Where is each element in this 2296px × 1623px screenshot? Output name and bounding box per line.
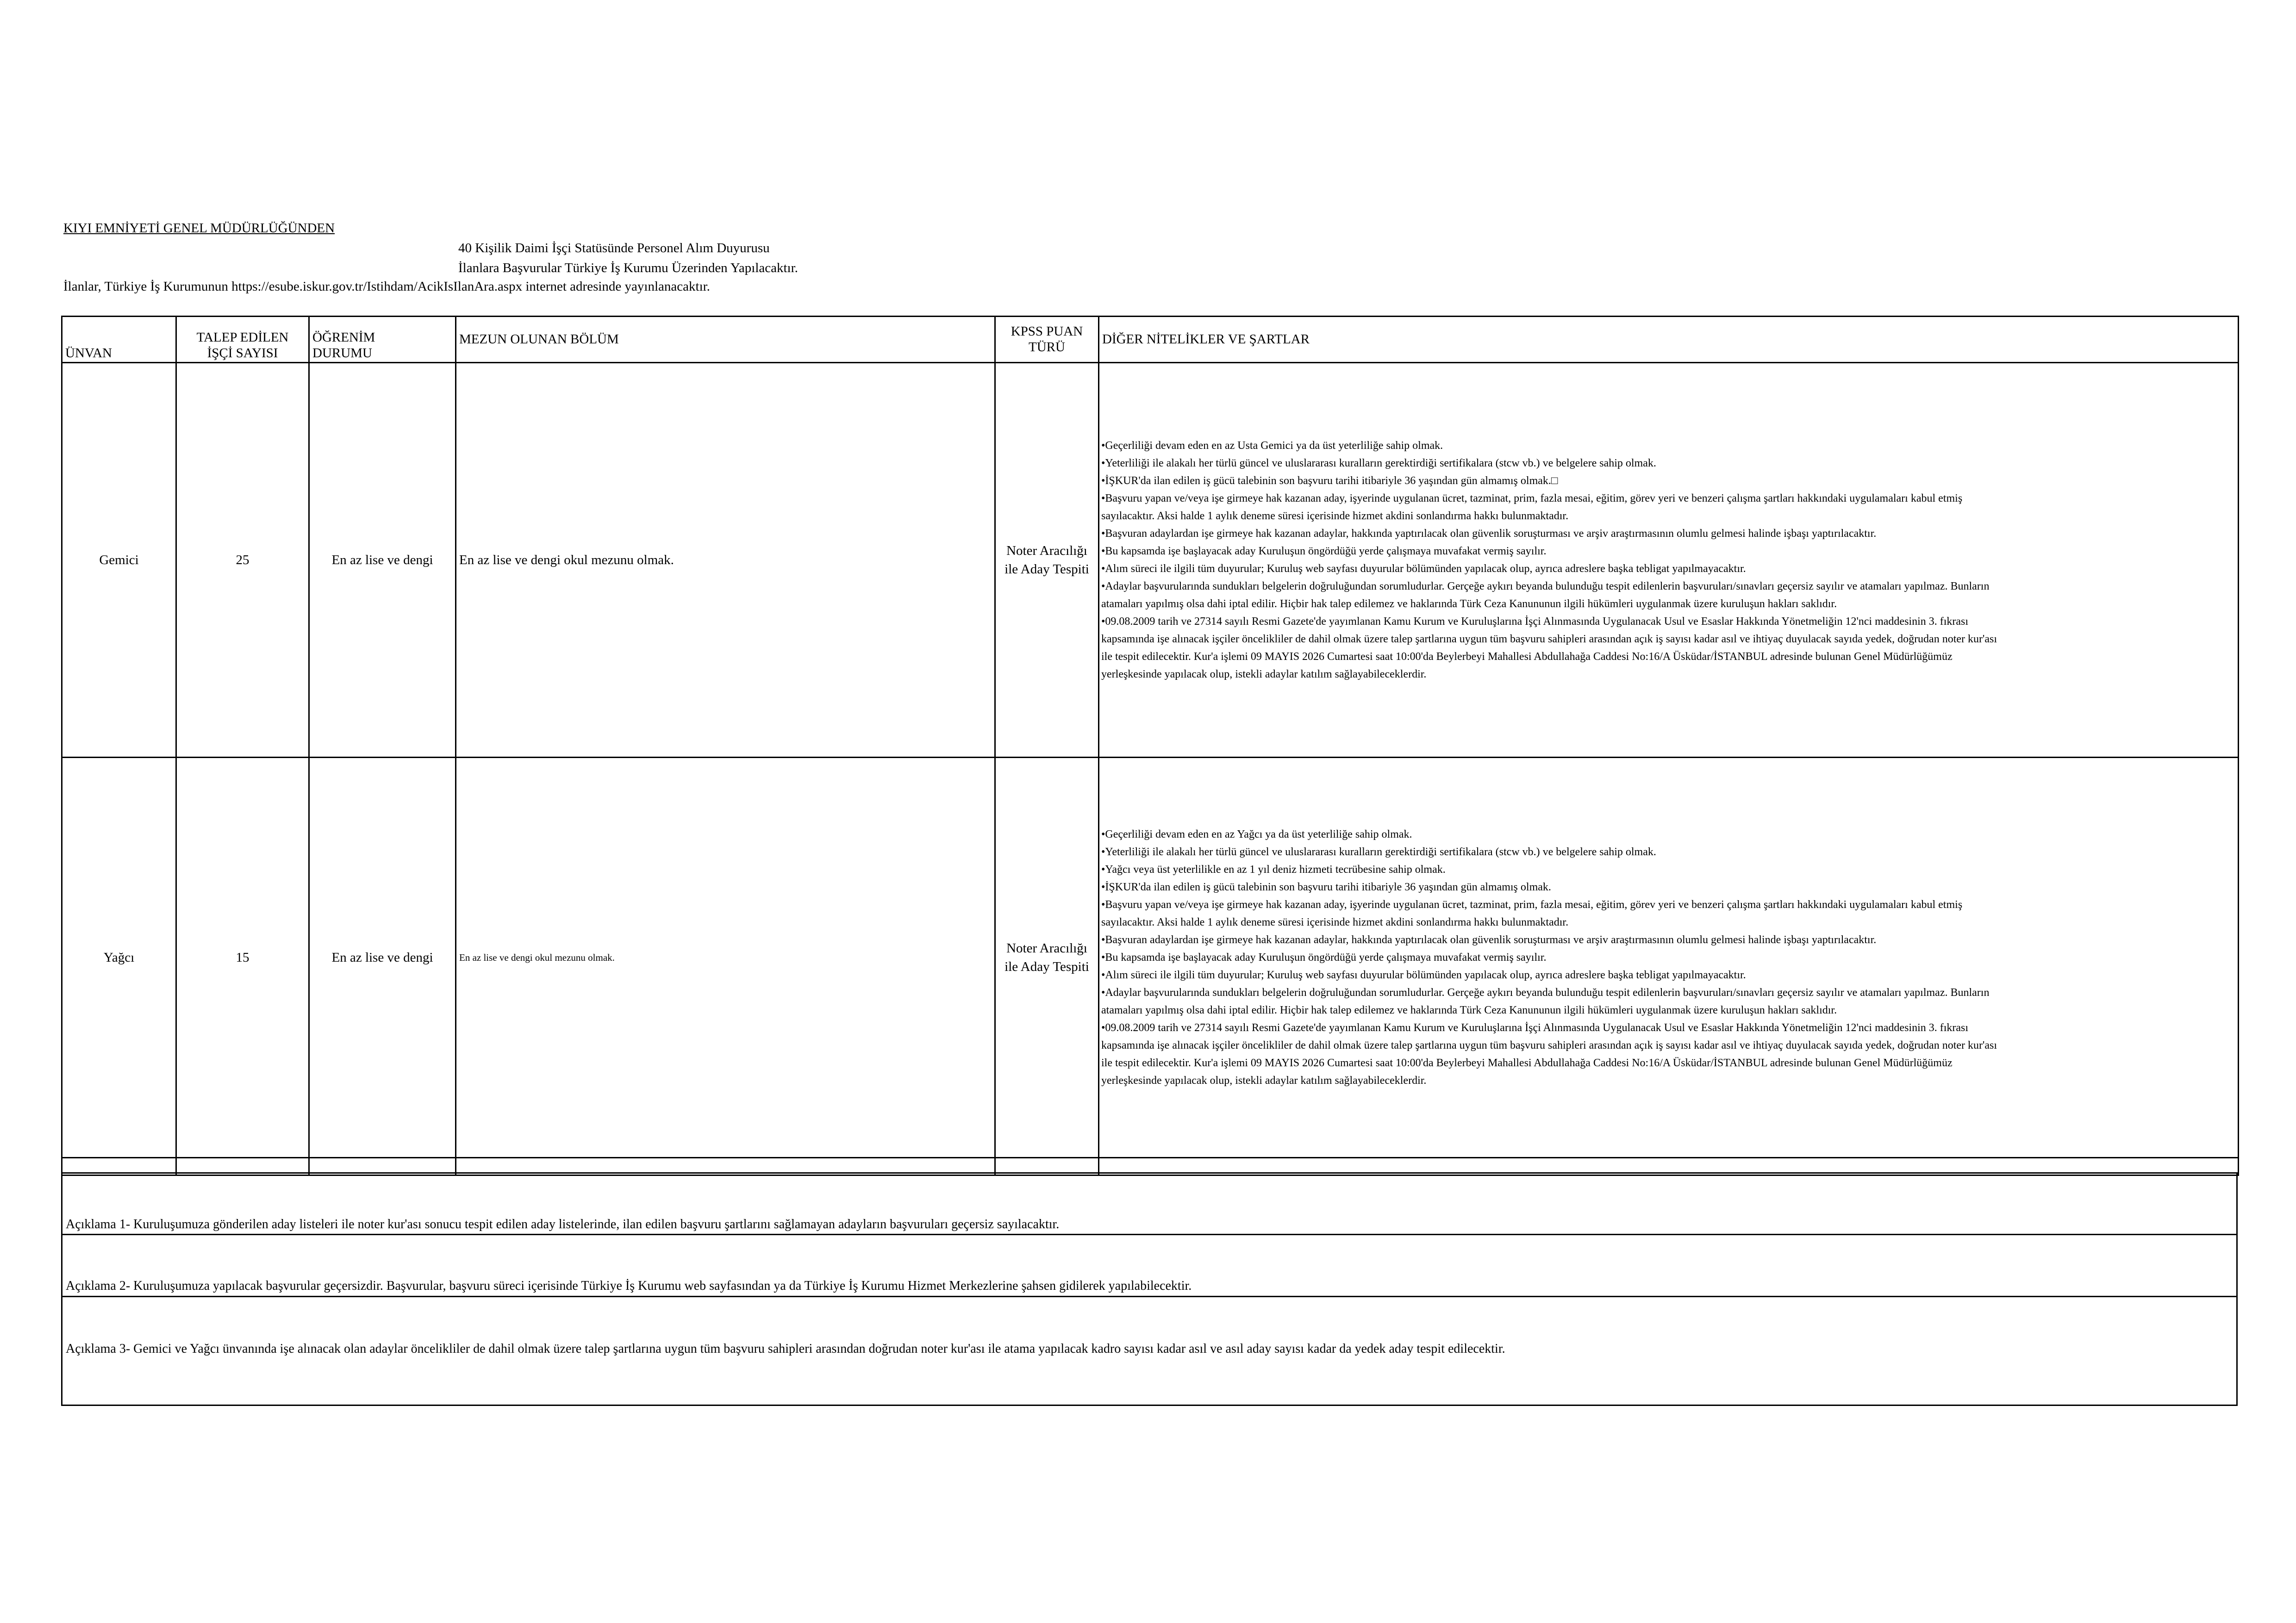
note-3-text: Açıklama 3- Gemici ve Yağcı ünvanında işe alınacak olan adaylar öncelikliler de dahil olmak üzere talep şartlarına uygun tüm başvuru sahipleri arasından doğrudan noter kur'ası ile atama yapılacak kadro sayısı kadar asıl ve asıl aday sayısı kadar da yedek aday tespit edilecektir.	[66, 1342, 1505, 1356]
col-header-diger-label: DİĞER NİTELİKLER VE ŞARTLAR	[1102, 331, 1310, 347]
note-1-text: Açıklama 1- Kuruluşumuza gönderilen aday listeleri ile noter kur'ası sonucu tespit edilen aday listelerinde, ilan edilen başvuru şartlarını sağlamayan adayların başvuruları geçersiz sayılacaktır.	[66, 1217, 1060, 1231]
row-requirements	[1099, 758, 2239, 1158]
requirement-line: kapsamında işe alınacak işçiler öncelikliler de dahil olmak üzere talep şartlarına uygun tüm başvuru sahipleri arasından açık iş sayısı kadar asıl ve ihtiyaç duyulacak sayıda yedek, doğrudan noter kur'ası	[1101, 1039, 1997, 1051]
requirement-line: •Adaylar başvurularında sundukları belgelerin doğruluğundan sorumludurlar. Gerçeğe aykırı beyanda bulunduğu tespit edilenlerin başvuruları/sınavları geçersiz sayılır ve atamaları yapılmaz. Bunların	[1101, 580, 1990, 592]
requirement-line: •09.08.2009 tarih ve 27314 sayılı Resmi Gazete'de yayımlanan Kamu Kurum ve Kuruluşlarına İşçi Alınmasında Uygulanacak Usul ve Esaslar Hakkında Yönetmeliğin 12'nci maddesinin 3. fıkrası	[1101, 1022, 1969, 1034]
row-kpss	[995, 363, 1099, 758]
requirement-line: •Başvuran adaylardan işe girmeye hak kazanan adaylar, hakkında yaptırılacak olan güvenlik soruşturması ve arşiv araştırmasının olumlu gelmesi halinde işbaşı yaptırılacaktır.	[1101, 528, 1877, 540]
requirement-line: •Adaylar başvurularında sundukları belgelerin doğruluğundan sorumludurlar. Gerçeğe aykırı beyanda bulunduğu tespit edilenlerin başvuruları/sınavları geçersiz sayılır ve atamaları yapılmaz. Bunların	[1101, 987, 1990, 999]
announcement-title: 40 Kişilik Daimi İşçi Statüsünde Personel Alım Duyurusu	[458, 241, 770, 255]
col-header-diger	[1099, 317, 2239, 363]
requirement-line: sayılacaktır. Aksi halde 1 aylık deneme süresi içerisinde hizmet akdini sonlandırma hakkı bulunmaktadır.	[1101, 510, 1569, 522]
requirement-line: •İŞKUR'da ilan edilen iş gücü talebinin son başvuru tarihi itibariyle 36 yaşından gün almamış olmak.□	[1101, 475, 1558, 487]
requirement-line: •09.08.2009 tarih ve 27314 sayılı Resmi Gazete'de yayımlanan Kamu Kurum ve Kuruluşlarına İşçi Alınmasında Uygulanacak Usul ve Esaslar Hakkında Yönetmeliğin 12'nci maddesinin 3. fıkrası	[1101, 616, 1969, 628]
requirement-line: yerleşkesinde yapılacak olup, istekli adaylar katılım sağlayabileceklerdir.	[1101, 668, 1427, 680]
col-header-mezun	[456, 317, 995, 363]
col-header-talep	[176, 317, 309, 363]
positions-table	[61, 316, 2239, 1176]
row-sayi: 25	[176, 363, 309, 758]
table-header-row	[62, 317, 2239, 363]
requirement-line: •Yağcı veya üst yeterlilikle en az 1 yıl deniz hizmeti tecrübesine sahip olmak.	[1101, 864, 1446, 876]
col-header-ogrenim-line1: ÖĞRENİM	[312, 330, 375, 345]
requirement-line: ile tespit edilecektir. Kur'a işlemi 09 MAYIS 2026 Cumartesi saat 10:00'da Beylerbeyi Mahallesi Abdullahağa Caddesi No:16/A Üsküdar/İSTANBUL adresinde bulunan Genel Müdürlüğümüz	[1101, 651, 1953, 663]
row-sayi: 15	[176, 758, 309, 1158]
publication-note: İlanlar, Türkiye İş Kurumunun https://esube.iskur.gov.tr/Istihdam/AcikIsIlanAra.aspx internet adresinde yayınlanacaktır.	[63, 279, 710, 294]
row-kpss-line1: Noter Aracılığı	[1006, 941, 1087, 956]
row-unvan: Yağcı	[62, 758, 176, 1158]
requirement-line: •Geçerliliği devam eden en az Usta Gemici ya da üst yeterliliğe sahip olmak.	[1101, 440, 1443, 452]
requirement-line: yerleşkesinde yapılacak olup, istekli adaylar katılım sağlayabileceklerdir.	[1101, 1075, 1427, 1087]
requirement-line: •Yeterliliği ile alakalı her türlü güncel ve uluslararası kuralların gerektirdiği sertifikalara (stcw vb.) ve belgelere sahip olmak.	[1101, 457, 1656, 469]
col-header-talep-line1: TALEP EDİLEN	[196, 330, 289, 345]
requirement-line: •Başvuran adaylardan işe girmeye hak kazanan adaylar, hakkında yaptırılacak olan güvenlik soruşturması ve arşiv araştırmasının olumlu gelmesi halinde işbaşı yaptırılacaktır.	[1101, 934, 1877, 946]
col-header-unvan-label: ÜNVAN	[65, 346, 112, 361]
requirement-line: kapsamında işe alınacak işçiler öncelikliler de dahil olmak üzere talep şartlarına uygun tüm başvuru sahipleri arasından açık iş sayısı kadar asıl ve ihtiyaç duyulacak sayıda yedek, doğrudan noter kur'ası	[1101, 633, 1997, 645]
row-kpss-line1: Noter Aracılığı	[1006, 543, 1087, 558]
note-2-text: Açıklama 2- Kuruluşumuza yapılacak başvurular geçersizdir. Başvurular, başvuru süreci içerisinde Türkiye İş Kurumu web sayfasından ya da Türkiye İş Kurumu Hizmet Merkezlerine şahsen gidilerek yapılabilecektir.	[66, 1279, 1192, 1293]
col-header-unvan	[62, 317, 176, 363]
row-mezun: En az lise ve dengi okul mezunu olmak.	[456, 363, 995, 758]
col-header-talep-line2: İŞÇİ SAYISI	[207, 346, 278, 361]
requirement-line: •İŞKUR'da ilan edilen iş gücü talebinin son başvuru tarihi itibariyle 36 yaşından gün almamış olmak.	[1101, 881, 1551, 893]
requirement-line: •Geçerliliği devam eden en az Yağcı ya da üst yeterliliğe sahip olmak.	[1101, 828, 1412, 840]
requirement-line: •Alım süreci ile ilgili tüm duyurular; Kuruluş web sayfası duyurular bölümünden yapılacak olup, ayrıca adreslere başka tebligat yapılmayacaktır.	[1101, 969, 1746, 981]
requirement-line: •Bu kapsamda işe başlayacak aday Kuruluşun öngördüğü yerde çalışmaya muvafakat vermiş sayılır.	[1101, 545, 1547, 557]
note-1	[61, 1172, 2238, 1234]
table-row	[62, 758, 2239, 1158]
requirement-line: sayılacaktır. Aksi halde 1 aylık deneme süresi içerisinde hizmet akdini sonlandırma hakkı bulunmaktadır.	[1101, 916, 1569, 928]
requirement-line: •Alım süreci ile ilgili tüm duyurular; Kuruluş web sayfası duyurular bölümünden yapılacak olup, ayrıca adreslere başka tebligat yapılmayacaktır.	[1101, 563, 1746, 575]
col-header-ogrenim	[309, 317, 456, 363]
row-kpss-line2: ile Aday Tespiti	[1004, 959, 1089, 974]
row-kpss	[995, 758, 1099, 1158]
note-2	[61, 1234, 2238, 1296]
col-header-kpss-line2: TÜRÜ	[1029, 339, 1065, 354]
row-kpss-line2: ile Aday Tespiti	[1004, 562, 1089, 577]
table-row	[62, 363, 2239, 758]
requirement-line: •Bu kapsamda işe başlayacak aday Kuruluşun öngördüğü yerde çalışmaya muvafakat vermiş sayılır.	[1101, 951, 1547, 964]
col-header-mezun-label: MEZUN OLUNAN BÖLÜM	[459, 331, 619, 347]
col-header-kpss	[995, 317, 1099, 363]
row-mezun: En az lise ve dengi okul mezunu olmak.	[456, 758, 995, 1158]
application-note: İlanlara Başvurular Türkiye İş Kurumu Üzerinden Yapılacaktır.	[458, 261, 798, 275]
requirement-line: atamaları yapılmış olsa dahi iptal edilir. Hiçbir hak talep edilemez ve haklarında Türk Ceza Kanununun ilgili hükümleri uygulanmak üzere kuruluşun hakları saklıdır.	[1101, 1004, 1837, 1016]
note-3	[61, 1296, 2238, 1406]
requirement-line: •Yeterliliği ile alakalı her türlü güncel ve uluslararası kuralların gerektirdiği sertifikalara (stcw vb.) ve belgelere sahip olmak.	[1101, 846, 1656, 858]
requirement-line: atamaları yapılmış olsa dahi iptal edilir. Hiçbir hak talep edilemez ve haklarında Türk Ceza Kanununun ilgili hükümleri uygulanmak üzere kuruluşun hakları saklıdır.	[1101, 598, 1837, 610]
requirement-line: •Başvuru yapan ve/veya işe girmeye hak kazanan aday, işyerinde uygulanan ücret, tazminat, prim, fazla mesai, eğitim, görev yeri ve benzeri çalışma şartları hakkındaki uygulamaları kabul etmiş	[1101, 492, 1963, 504]
row-requirements	[1099, 363, 2239, 758]
row-ogrenim: En az lise ve dengi	[309, 758, 456, 1158]
col-header-ogrenim-line2: DURUMU	[312, 346, 372, 361]
row-ogrenim: En az lise ve dengi	[309, 363, 456, 758]
requirement-line: •Başvuru yapan ve/veya işe girmeye hak kazanan aday, işyerinde uygulanan ücret, tazminat, prim, fazla mesai, eğitim, görev yeri ve benzeri çalışma şartları hakkındaki uygulamaları kabul etmiş	[1101, 899, 1963, 911]
document-title: KIYI EMNİYETİ GENEL MÜDÜRLÜĞÜNDEN	[63, 221, 335, 236]
requirement-line: ile tespit edilecektir. Kur'a işlemi 09 MAYIS 2026 Cumartesi saat 10:00'da Beylerbeyi Mahallesi Abdullahağa Caddesi No:16/A Üsküdar/İSTANBUL adresinde bulunan Genel Müdürlüğümüz	[1101, 1057, 1953, 1069]
col-header-kpss-line1: KPSS PUAN	[1011, 323, 1083, 339]
row-unvan: Gemici	[62, 363, 176, 758]
